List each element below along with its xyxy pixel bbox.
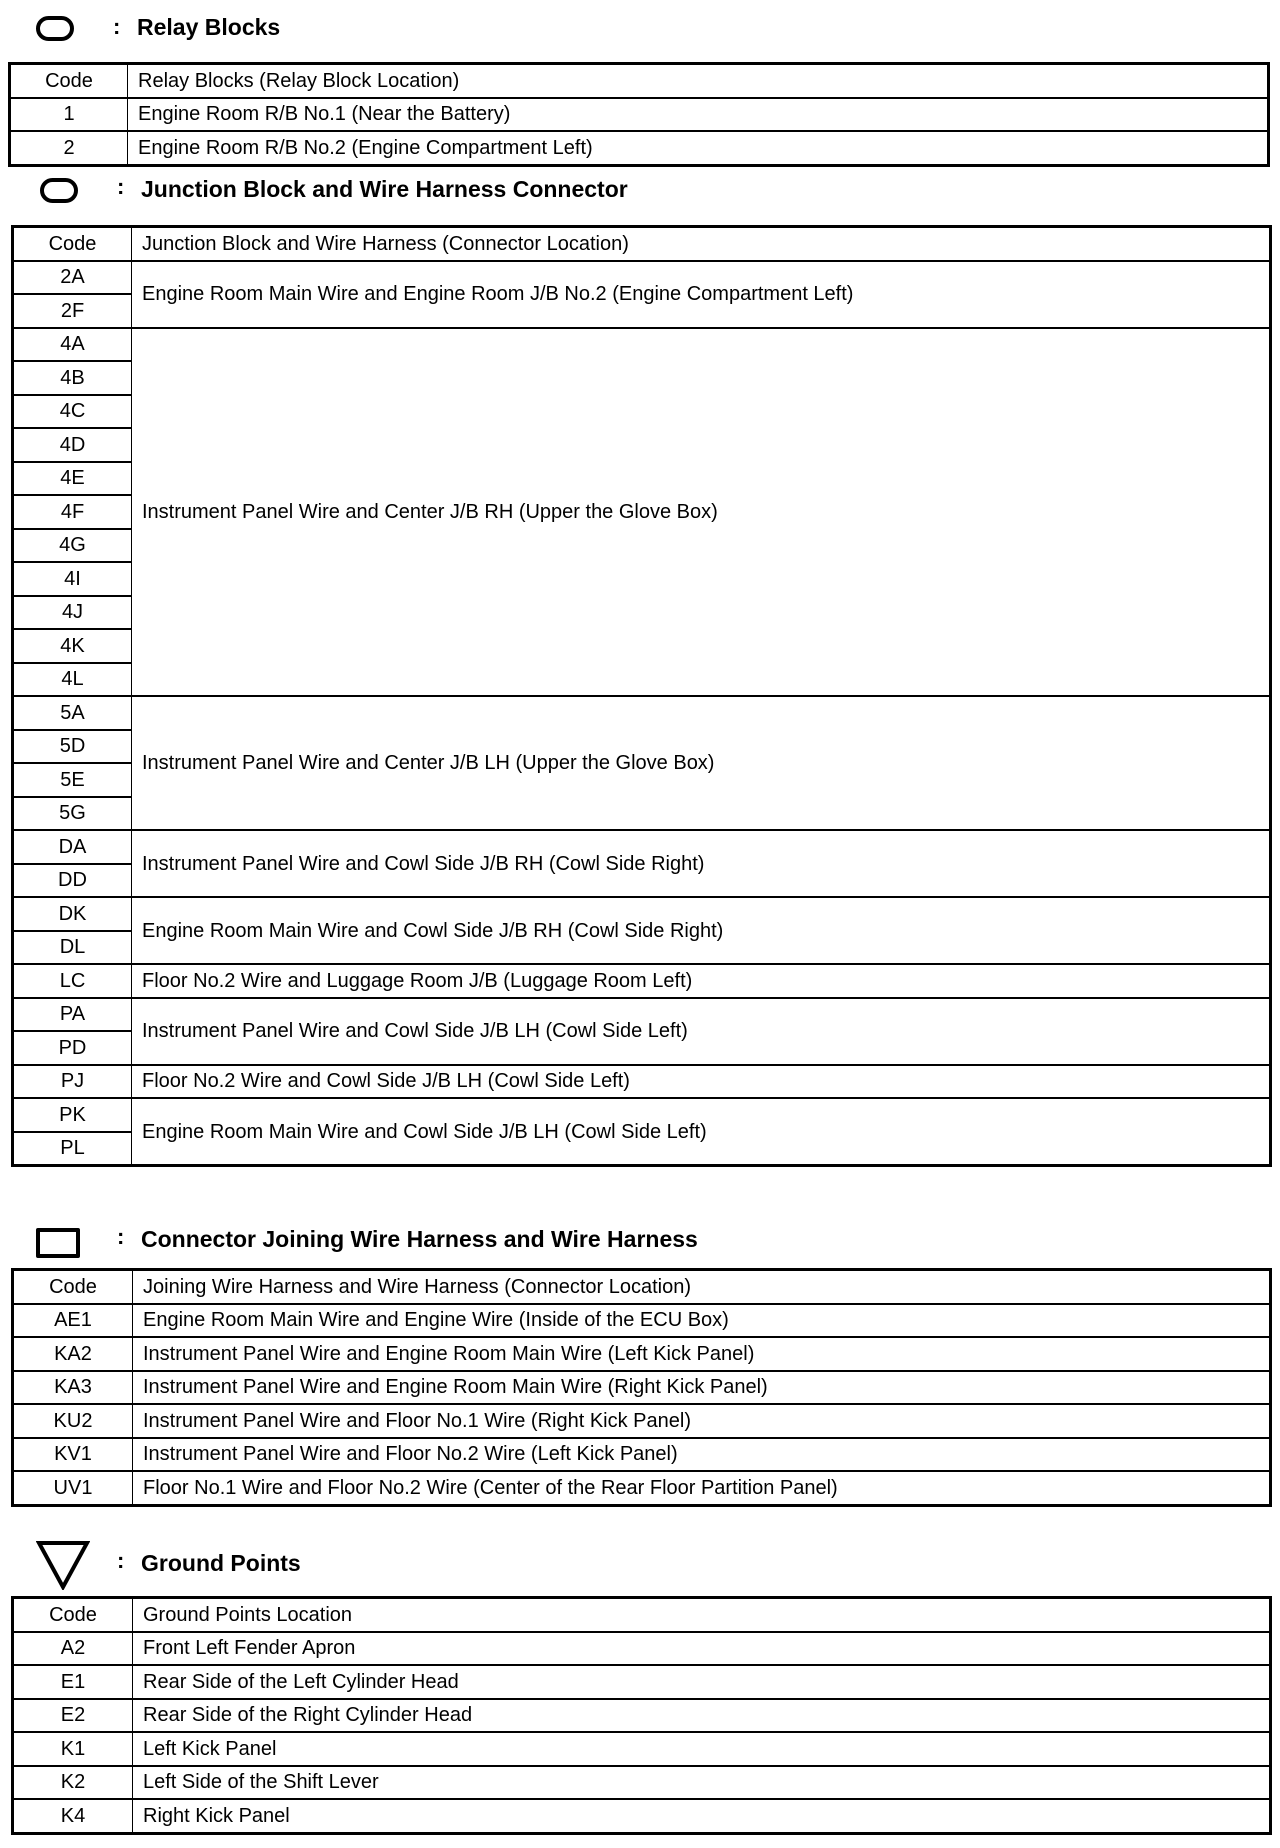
description-cell: Engine Room Main Wire and Cowl Side J/B LH (Cowl Side Left): [132, 1098, 1271, 1166]
description-column-header: Joining Wire Harness and Wire Harness (Connector Location): [133, 1270, 1271, 1304]
description-cell: Instrument Panel Wire and Engine Room Main Wire (Left Kick Panel): [133, 1337, 1271, 1371]
table-header-row: [10, 64, 1269, 98]
code-cell: KV1: [13, 1438, 133, 1472]
code-column-header: Code: [13, 227, 132, 261]
code-cell: K2: [13, 1766, 133, 1800]
code-cell: 4B: [13, 361, 132, 395]
table-row: [13, 1098, 1271, 1132]
ground-points-table: [11, 1596, 1272, 1835]
code-cell: DL: [13, 931, 132, 965]
rectangle-outline-icon: [36, 1228, 80, 1258]
connectors-colon: :: [117, 1224, 125, 1249]
code-cell: 4E: [13, 462, 132, 496]
table-row: [10, 131, 1269, 165]
code-cell: PA: [13, 998, 132, 1032]
description-cell: Left Side of the Shift Lever: [133, 1766, 1271, 1800]
code-cell: 4J: [13, 596, 132, 630]
table-row: [13, 328, 1271, 362]
code-column-header: Code: [10, 64, 128, 98]
description-cell: Instrument Panel Wire and Cowl Side J/B RH (Cowl Side Right): [132, 830, 1271, 897]
code-cell: 2F: [13, 294, 132, 328]
table-row: [10, 98, 1269, 132]
oval-outline-icon: [40, 178, 78, 203]
code-cell: 5G: [13, 797, 132, 831]
code-cell: PL: [13, 1132, 132, 1166]
table-row: [13, 1065, 1271, 1099]
description-column-header: Ground Points Location: [133, 1598, 1271, 1632]
connectors-header: [0, 1218, 1280, 1264]
relay-blocks-header: [0, 8, 1280, 54]
description-cell: Instrument Panel Wire and Center J/B RH (Upper the Glove Box): [132, 328, 1271, 697]
code-cell: K1: [13, 1732, 133, 1766]
table-row: [13, 830, 1271, 864]
description-column-header: Relay Blocks (Relay Block Location): [128, 64, 1269, 98]
code-cell: KA2: [13, 1337, 133, 1371]
table-row: [13, 1699, 1271, 1733]
code-cell: 4C: [13, 395, 132, 429]
table-header-row: [13, 227, 1271, 261]
code-cell: 5D: [13, 730, 132, 764]
code-cell: LC: [13, 964, 132, 998]
description-cell: Right Kick Panel: [133, 1799, 1271, 1833]
code-column-header: Code: [13, 1598, 133, 1632]
table-row: [13, 998, 1271, 1032]
junction-blocks-header: [0, 168, 1280, 214]
code-column-header: Code: [13, 1270, 133, 1304]
description-cell: Engine Room R/B No.1 (Near the Battery): [128, 98, 1269, 132]
code-cell: 4D: [13, 428, 132, 462]
code-cell: PJ: [13, 1065, 132, 1099]
code-cell: 4F: [13, 495, 132, 529]
description-cell: Front Left Fender Apron: [133, 1632, 1271, 1666]
table-row: [13, 1665, 1271, 1699]
description-cell: Engine Room R/B No.2 (Engine Compartment Left): [128, 131, 1269, 165]
description-cell: Engine Room Main Wire and Engine Wire (Inside of the ECU Box): [133, 1304, 1271, 1338]
table-row: [13, 1471, 1271, 1505]
description-cell: Instrument Panel Wire and Engine Room Main Wire (Right Kick Panel): [133, 1371, 1271, 1405]
ground-points-colon: :: [117, 1548, 125, 1573]
table-row: [13, 1438, 1271, 1472]
table-header-row: [13, 1598, 1271, 1632]
description-cell: Floor No.1 Wire and Floor No.2 Wire (Center of the Rear Floor Partition Panel): [133, 1471, 1271, 1505]
table-row: [13, 1337, 1271, 1371]
oval-outline-icon: [36, 16, 74, 41]
code-cell: KA3: [13, 1371, 133, 1405]
table-row: [13, 1799, 1271, 1833]
table-row: [13, 261, 1271, 295]
code-cell: UV1: [13, 1471, 133, 1505]
code-cell: KU2: [13, 1404, 133, 1438]
code-cell: 5A: [13, 696, 132, 730]
description-cell: Rear Side of the Left Cylinder Head: [133, 1665, 1271, 1699]
code-cell: K4: [13, 1799, 133, 1833]
code-cell: E2: [13, 1699, 133, 1733]
description-cell: Instrument Panel Wire and Floor No.1 Wire (Right Kick Panel): [133, 1404, 1271, 1438]
table-header-row: [13, 1270, 1271, 1304]
table-row: [13, 1632, 1271, 1666]
code-cell: 1: [10, 98, 128, 132]
description-cell: Floor No.2 Wire and Cowl Side J/B LH (Cowl Side Left): [132, 1065, 1271, 1099]
table-row: [13, 897, 1271, 931]
code-cell: 4K: [13, 629, 132, 663]
relay-blocks-colon: :: [113, 14, 121, 39]
code-cell: DA: [13, 830, 132, 864]
description-cell: Engine Room Main Wire and Engine Room J/B No.2 (Engine Compartment Left): [132, 261, 1271, 328]
table-row: [13, 1404, 1271, 1438]
relay-blocks-table: [8, 62, 1270, 167]
ground-points-title: Ground Points: [141, 1550, 301, 1576]
code-cell: 4G: [13, 529, 132, 563]
ground-points-header: [0, 1536, 1280, 1582]
down-triangle-outline-icon: [36, 1540, 90, 1590]
code-cell: PK: [13, 1098, 132, 1132]
description-cell: Instrument Panel Wire and Floor No.2 Wire (Left Kick Panel): [133, 1438, 1271, 1472]
code-cell: AE1: [13, 1304, 133, 1338]
description-cell: Engine Room Main Wire and Cowl Side J/B RH (Cowl Side Right): [132, 897, 1271, 964]
table-row: [13, 1304, 1271, 1338]
table-row: [13, 1766, 1271, 1800]
code-cell: 5E: [13, 763, 132, 797]
description-column-header: Junction Block and Wire Harness (Connector Location): [132, 227, 1271, 261]
code-cell: DD: [13, 864, 132, 898]
relay-blocks-title: Relay Blocks: [137, 14, 281, 40]
description-cell: Instrument Panel Wire and Center J/B LH (Upper the Glove Box): [132, 696, 1271, 830]
connectors-title: Connector Joining Wire Harness and Wire Harness: [141, 1226, 698, 1252]
code-cell: DK: [13, 897, 132, 931]
code-cell: 4I: [13, 562, 132, 596]
table-row: [13, 1371, 1271, 1405]
table-row: [13, 696, 1271, 730]
junction-blocks-colon: :: [117, 174, 125, 199]
code-cell: A2: [13, 1632, 133, 1666]
table-row: [13, 964, 1271, 998]
code-cell: 4L: [13, 663, 132, 697]
junction-blocks-title: Junction Block and Wire Harness Connector: [141, 176, 628, 202]
description-cell: Rear Side of the Right Cylinder Head: [133, 1699, 1271, 1733]
code-cell: PD: [13, 1031, 132, 1065]
code-cell: 2A: [13, 261, 132, 295]
description-cell: Left Kick Panel: [133, 1732, 1271, 1766]
code-cell: 4A: [13, 328, 132, 362]
code-cell: E1: [13, 1665, 133, 1699]
description-cell: Floor No.2 Wire and Luggage Room J/B (Luggage Room Left): [132, 964, 1271, 998]
table-row: [13, 1732, 1271, 1766]
code-cell: 2: [10, 131, 128, 165]
junction-blocks-table: [11, 225, 1272, 1167]
connectors-table: [11, 1268, 1272, 1507]
description-cell: Instrument Panel Wire and Cowl Side J/B LH (Cowl Side Left): [132, 998, 1271, 1065]
